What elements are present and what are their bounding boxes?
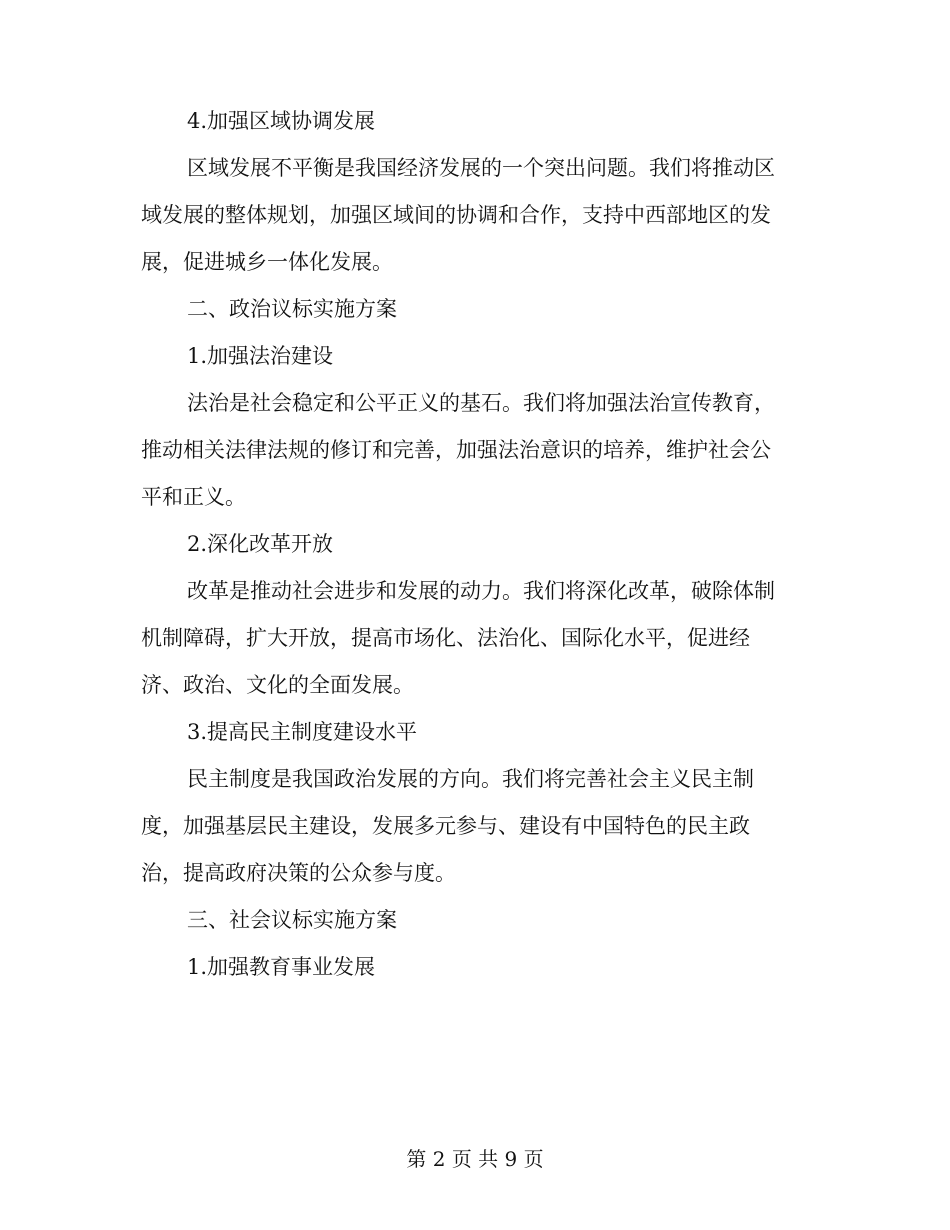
page-number-footer: 第 2 页 共 9 页 [406,1147,544,1171]
subheading: 3.提高民主制度建设水平 [187,720,418,744]
paragraph-line: 域发展的整体规划，加强区域间的协调和合作，支持中西部地区的发 [141,203,771,227]
paragraph-line: 治，提高政府决策的公众参与度。 [141,861,456,885]
paragraph-line: 改革是推动社会进步和发展的动力。我们将深化改革，破除体制 [187,579,775,603]
subheading: 4.加强区域协调发展 [187,109,376,133]
subheading: 1.加强法治建设 [187,344,334,368]
paragraph-line: 法治是社会稳定和公平正义的基石。我们将加强法治宣传教育， [187,391,775,415]
paragraph-line: 推动相关法律法规的修订和完善，加强法治意识的培养，维护社会公 [141,438,771,462]
subheading: 1.加强教育事业发展 [187,955,376,979]
subheading: 2.深化改革开放 [187,532,334,556]
paragraph-line: 机制障碍，扩大开放，提高市场化、法治化、国际化水平，促进经 [141,626,750,650]
paragraph-line: 区域发展不平衡是我国经济发展的一个突出问题。我们将推动区 [187,156,775,180]
document-body [141,98,797,991]
paragraph-line: 民主制度是我国政治发展的方向。我们将完善社会主义民主制 [187,767,754,791]
section-heading: 三、社会议标实施方案 [187,908,397,932]
paragraph-line: 平和正义。 [141,485,246,509]
paragraph-line: 展，促进城乡一体化发展。 [141,250,393,274]
paragraph-line: 度，加强基层民主建设，发展多元参与、建设有中国特色的民主政 [141,814,750,838]
paragraph-line: 济、政治、文化的全面发展。 [141,673,414,697]
section-heading: 二、政治议标实施方案 [187,297,397,321]
